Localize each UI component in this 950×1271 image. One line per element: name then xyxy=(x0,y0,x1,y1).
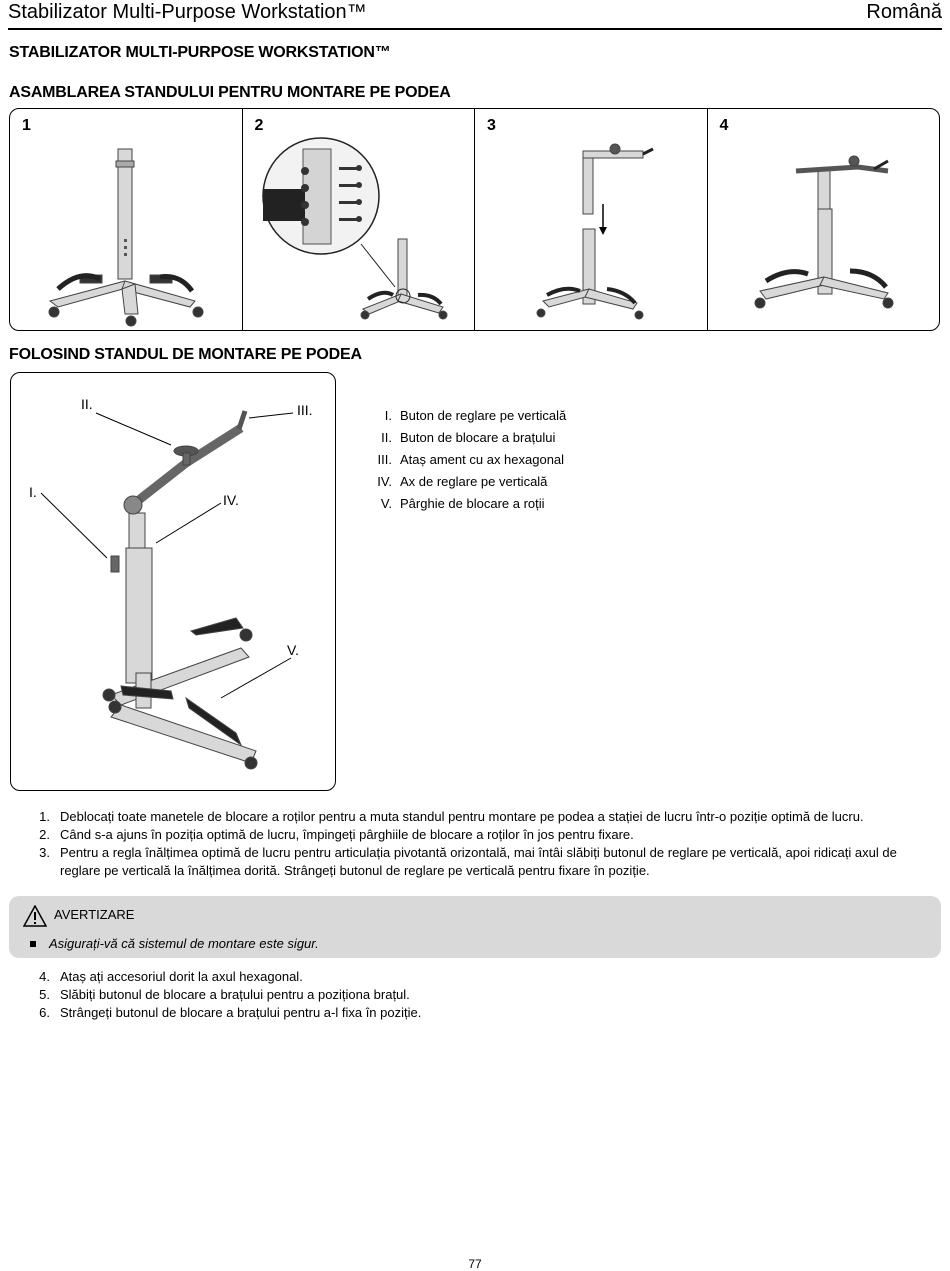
stand-usage-illustration xyxy=(11,373,335,790)
list-item: 3. Pentru a regla înălțimea optimă de lucru pentru articulația pivotantă orizontală, mai întâi slăbiți butonul de reglare pe verticală, apoi ridicați axul de reglare pe verticală la înălțimea dorită. Strângeți butonul de reglare pe verticală pentru fixare în poziție. xyxy=(39,845,897,878)
document-title: STABILIZATOR MULTI-PURPOSE WORKSTATION™ xyxy=(9,44,391,61)
bolt-detail-illustration xyxy=(243,109,475,331)
instructions-list-b xyxy=(22,968,922,1022)
list-item: 5. Slăbiți butonul de blocare a brațului pentru a poziționa brațul. xyxy=(39,987,410,1002)
warning-triangle-icon xyxy=(23,905,47,927)
assembly-step-2 xyxy=(243,109,476,330)
component-legend xyxy=(356,408,566,518)
assembly-step-4 xyxy=(708,109,940,330)
figure-label-iv: IV. xyxy=(223,492,239,508)
assembly-step-3 xyxy=(475,109,708,330)
list-item: 4. Ataș ați accesoriul dorit la axul hexagonal. xyxy=(39,969,303,984)
step-number: 4 xyxy=(719,117,729,134)
figure-label-iii: III. xyxy=(297,402,313,418)
page-number: 77 xyxy=(468,1257,482,1271)
list-item: 6. Strângeți butonul de blocare a brațului pentru a-l fixa în poziție. xyxy=(39,1005,422,1020)
warning-text: Asigurați-vă că sistemul de montare este sigur. xyxy=(49,936,319,951)
assembled-stand-illustration xyxy=(708,109,940,331)
step-number: 3 xyxy=(487,117,496,134)
page-header xyxy=(8,0,942,30)
header-language: Română xyxy=(866,1,942,23)
usage-heading: FOLOSIND STANDUL DE MONTARE PE PODEA xyxy=(9,346,362,363)
assembly-heading: ASAMBLAREA STANDULUI PENTRU MONTARE PE PODEA xyxy=(9,84,451,101)
figure-label-i: I. xyxy=(29,484,37,500)
legend-item: II. Buton de blocare a brațului xyxy=(381,430,556,445)
arm-insert-illustration xyxy=(475,109,707,331)
figure-label-v: V. xyxy=(287,642,299,658)
list-item: 1. Deblocați toate manetele de blocare a roților pentru a muta standul pentru montare pe podea a stației de lucru într-o poziție optimă de lucru. xyxy=(39,809,864,824)
stand-usage-figure xyxy=(10,372,336,791)
header-title: Stabilizator Multi-Purpose Workstation™ xyxy=(8,1,367,23)
legend-item: IV. Ax de reglare pe verticală xyxy=(377,474,548,489)
warning-box xyxy=(9,896,941,958)
warning-title: AVERTIZARE xyxy=(54,907,135,922)
step-number: 2 xyxy=(254,117,264,134)
stand-base-illustration xyxy=(10,109,242,331)
assembly-step-1 xyxy=(10,109,243,330)
figure-label-ii: II. xyxy=(81,396,93,412)
step-number: 1 xyxy=(22,117,31,134)
legend-item: I. Buton de reglare pe verticală xyxy=(384,408,567,423)
assembly-steps xyxy=(9,108,940,331)
bullet-icon xyxy=(30,941,36,947)
instructions-list-a xyxy=(22,808,922,880)
list-item: 2. Când s-a ajuns în poziția optimă de lucru, împingeți pârghiile de blocare a roților în jos pentru fixare. xyxy=(39,827,634,842)
legend-item: V. Pârghie de blocare a roții xyxy=(380,496,545,511)
legend-item: III. Ataș ament cu ax hexagonal xyxy=(377,452,565,467)
